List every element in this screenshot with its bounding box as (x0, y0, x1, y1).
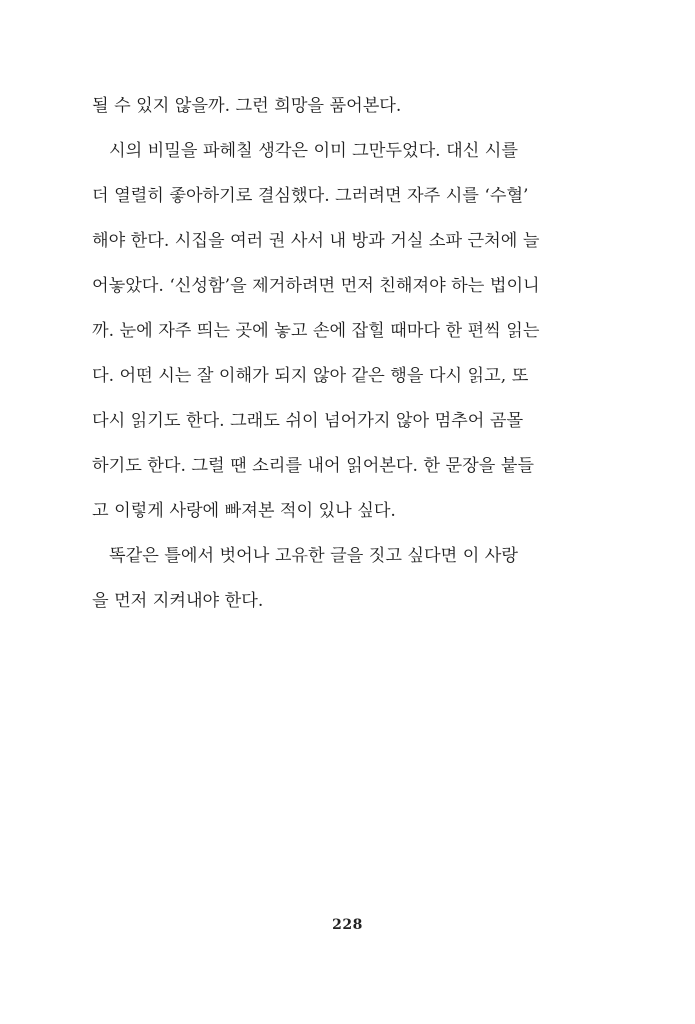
text-line-12: 을 먼저 지켜내야 한다. (92, 591, 264, 611)
text-line-6: 까. 눈에 자주 띄는 곳에 놓고 손에 잡힐 때마다 한 편씩 읽는 (92, 321, 540, 341)
body-text (92, 86, 562, 626)
text-line-9: 하기도 한다. 그럴 땐 소리를 내어 읽어본다. 한 문장을 붙들 (92, 456, 534, 476)
text-line-5: 어놓았다. ‘신성함’을 제거하려면 먼저 친해져야 하는 법이니 (92, 276, 540, 296)
text-line-1: 될 수 있지 않을까. 그런 희망을 품어본다. (92, 96, 402, 116)
text-line-8: 다시 읽기도 한다. 그래도 쉬이 넘어가지 않아 멈추어 곰몰 (92, 411, 524, 431)
page-number: 228 (332, 917, 363, 933)
text-line-2: 시의 비밀을 파헤칠 생각은 이미 그만두었다. 대신 시를 (109, 141, 518, 161)
text-line-4: 해야 한다. 시집을 여러 권 사서 내 방과 거실 소파 근처에 늘 (92, 231, 540, 251)
text-line-7: 다. 어떤 시는 잘 이해가 되지 않아 같은 행을 다시 읽고, 또 (92, 366, 529, 386)
text-line-11: 똑같은 틀에서 벗어나 고유한 글을 짓고 싶다면 이 사랑 (109, 546, 518, 566)
text-line-3: 더 열렬히 좋아하기로 결심했다. 그러려면 자주 시를 ‘수혈’ (92, 186, 529, 206)
text-line-10: 고 이렇게 사랑에 빠져본 적이 있나 싶다. (92, 501, 396, 521)
